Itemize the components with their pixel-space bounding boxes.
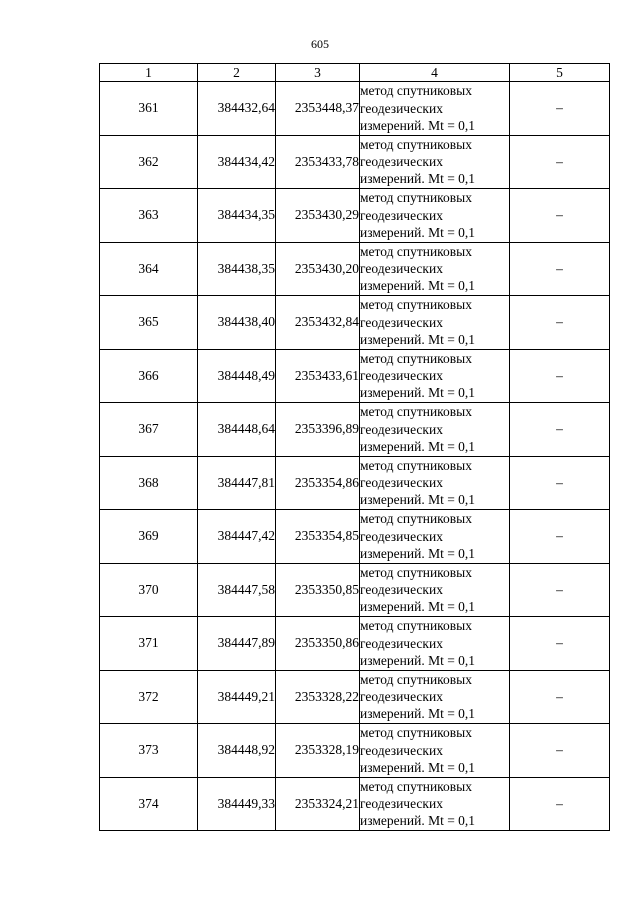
method-cell	[360, 189, 510, 243]
method-cell	[360, 510, 510, 564]
table-row	[100, 563, 610, 617]
method-text-line: измерений. Mt = 0,1	[360, 759, 476, 775]
column-header-2: 2	[198, 64, 276, 82]
x-coordinate-cell: 384448,64	[198, 403, 276, 457]
x-coordinate-cell: 384447,81	[198, 456, 276, 510]
table-row	[100, 403, 610, 457]
method-text-line: измерений. Mt = 0,1	[360, 438, 476, 454]
method-text-line: измерений. Mt = 0,1	[360, 278, 476, 294]
method-cell	[360, 724, 510, 778]
table-row	[100, 189, 610, 243]
method-text-line: метод спутниковых	[360, 778, 472, 794]
dash-cell: –	[510, 456, 610, 510]
method-text-line: геодезических	[360, 796, 443, 812]
dash-cell: –	[510, 349, 610, 403]
method-text-line: геодезических	[360, 635, 443, 651]
y-coordinate-cell: 2353396,89	[276, 403, 360, 457]
x-coordinate-cell: 384447,58	[198, 563, 276, 617]
x-coordinate-cell: 384438,35	[198, 242, 276, 296]
x-coordinate-cell: 384449,33	[198, 777, 276, 831]
point-number-cell: 361	[100, 82, 198, 136]
method-text-line: метод спутниковых	[360, 83, 472, 99]
dash-cell: –	[510, 242, 610, 296]
coordinates-table	[99, 63, 610, 831]
method-text-line: измерений. Mt = 0,1	[360, 331, 476, 347]
dash-cell: –	[510, 296, 610, 350]
point-number-cell: 369	[100, 510, 198, 564]
x-coordinate-cell: 384434,42	[198, 135, 276, 189]
y-coordinate-cell: 2353328,19	[276, 724, 360, 778]
method-text-line: измерений. Mt = 0,1	[360, 171, 476, 187]
method-text-line: метод спутниковых	[360, 243, 472, 259]
method-text-line: геодезических	[360, 207, 443, 223]
method-cell	[360, 670, 510, 724]
point-number-cell: 367	[100, 403, 198, 457]
column-header-4: 4	[360, 64, 510, 82]
point-number-cell: 373	[100, 724, 198, 778]
page-number: 605	[311, 37, 329, 51]
column-header-5: 5	[510, 64, 610, 82]
x-coordinate-cell: 384448,92	[198, 724, 276, 778]
method-text-line: метод спутниковых	[360, 564, 472, 580]
method-cell	[360, 135, 510, 189]
method-cell	[360, 82, 510, 136]
method-text-line: геодезических	[360, 742, 443, 758]
dash-cell: –	[510, 670, 610, 724]
y-coordinate-cell: 2353350,85	[276, 563, 360, 617]
method-text-line: измерений. Mt = 0,1	[360, 117, 476, 133]
y-coordinate-cell: 2353430,20	[276, 242, 360, 296]
table-row	[100, 135, 610, 189]
x-coordinate-cell: 384447,42	[198, 510, 276, 564]
table-row	[100, 242, 610, 296]
y-coordinate-cell: 2353350,86	[276, 617, 360, 671]
method-text-line: измерений. Mt = 0,1	[360, 385, 476, 401]
x-coordinate-cell: 384447,89	[198, 617, 276, 671]
method-text-line: геодезических	[360, 314, 443, 330]
point-number-cell: 365	[100, 296, 198, 350]
column-header-1: 1	[100, 64, 198, 82]
method-text-line: метод спутниковых	[360, 511, 472, 527]
point-number-cell: 362	[100, 135, 198, 189]
y-coordinate-cell: 2353324,21	[276, 777, 360, 831]
table-row	[100, 82, 610, 136]
method-text-line: метод спутниковых	[360, 136, 472, 152]
x-coordinate-cell: 384438,40	[198, 296, 276, 350]
method-text-line: метод спутниковых	[360, 190, 472, 206]
method-cell	[360, 777, 510, 831]
method-text-line: метод спутниковых	[360, 618, 472, 634]
point-number-cell: 364	[100, 242, 198, 296]
table-row	[100, 510, 610, 564]
dash-cell: –	[510, 189, 610, 243]
table-row	[100, 777, 610, 831]
method-text-line: геодезических	[360, 689, 443, 705]
method-cell	[360, 617, 510, 671]
method-text-line: геодезических	[360, 100, 443, 116]
method-cell	[360, 296, 510, 350]
method-text-line: измерений. Mt = 0,1	[360, 652, 476, 668]
method-text-line: метод спутниковых	[360, 671, 472, 687]
method-cell	[360, 242, 510, 296]
x-coordinate-cell: 384449,21	[198, 670, 276, 724]
y-coordinate-cell: 2353433,78	[276, 135, 360, 189]
method-cell	[360, 563, 510, 617]
table-row	[100, 296, 610, 350]
table-row	[100, 670, 610, 724]
column-header-3: 3	[276, 64, 360, 82]
method-text-line: геодезических	[360, 421, 443, 437]
table-row	[100, 724, 610, 778]
method-text-line: метод спутниковых	[360, 725, 472, 741]
method-cell	[360, 456, 510, 510]
method-text-line: геодезических	[360, 475, 443, 491]
x-coordinate-cell: 384434,35	[198, 189, 276, 243]
method-text-line: измерений. Mt = 0,1	[360, 813, 476, 829]
dash-cell: –	[510, 563, 610, 617]
table-row	[100, 617, 610, 671]
method-text-line: геодезических	[360, 582, 443, 598]
x-coordinate-cell: 384432,64	[198, 82, 276, 136]
method-cell	[360, 349, 510, 403]
method-text-line: геодезических	[360, 154, 443, 170]
method-text-line: измерений. Mt = 0,1	[360, 545, 476, 561]
dash-cell: –	[510, 403, 610, 457]
point-number-cell: 372	[100, 670, 198, 724]
y-coordinate-cell: 2353432,84	[276, 296, 360, 350]
point-number-cell: 366	[100, 349, 198, 403]
table-row	[100, 456, 610, 510]
dash-cell: –	[510, 135, 610, 189]
method-text-line: измерений. Mt = 0,1	[360, 224, 476, 240]
method-cell	[360, 403, 510, 457]
method-text-line: измерений. Mt = 0,1	[360, 492, 476, 508]
x-coordinate-cell: 384448,49	[198, 349, 276, 403]
point-number-cell: 363	[100, 189, 198, 243]
method-text-line: измерений. Mt = 0,1	[360, 706, 476, 722]
method-text-line: метод спутниковых	[360, 297, 472, 313]
y-coordinate-cell: 2353354,86	[276, 456, 360, 510]
dash-cell: –	[510, 724, 610, 778]
dash-cell: –	[510, 82, 610, 136]
point-number-cell: 370	[100, 563, 198, 617]
table-row	[100, 349, 610, 403]
table-header-row	[100, 64, 610, 82]
method-text-line: метод спутниковых	[360, 457, 472, 473]
dash-cell: –	[510, 617, 610, 671]
point-number-cell: 368	[100, 456, 198, 510]
method-text-line: геодезических	[360, 368, 443, 384]
method-text-line: геодезических	[360, 261, 443, 277]
method-text-line: метод спутниковых	[360, 404, 472, 420]
y-coordinate-cell: 2353433,61	[276, 349, 360, 403]
y-coordinate-cell: 2353354,85	[276, 510, 360, 564]
method-text-line: геодезических	[360, 528, 443, 544]
y-coordinate-cell: 2353328,22	[276, 670, 360, 724]
point-number-cell: 371	[100, 617, 198, 671]
y-coordinate-cell: 2353448,37	[276, 82, 360, 136]
dash-cell: –	[510, 777, 610, 831]
method-text-line: измерений. Mt = 0,1	[360, 599, 476, 615]
y-coordinate-cell: 2353430,29	[276, 189, 360, 243]
point-number-cell: 374	[100, 777, 198, 831]
dash-cell: –	[510, 510, 610, 564]
method-text-line: метод спутниковых	[360, 350, 472, 366]
